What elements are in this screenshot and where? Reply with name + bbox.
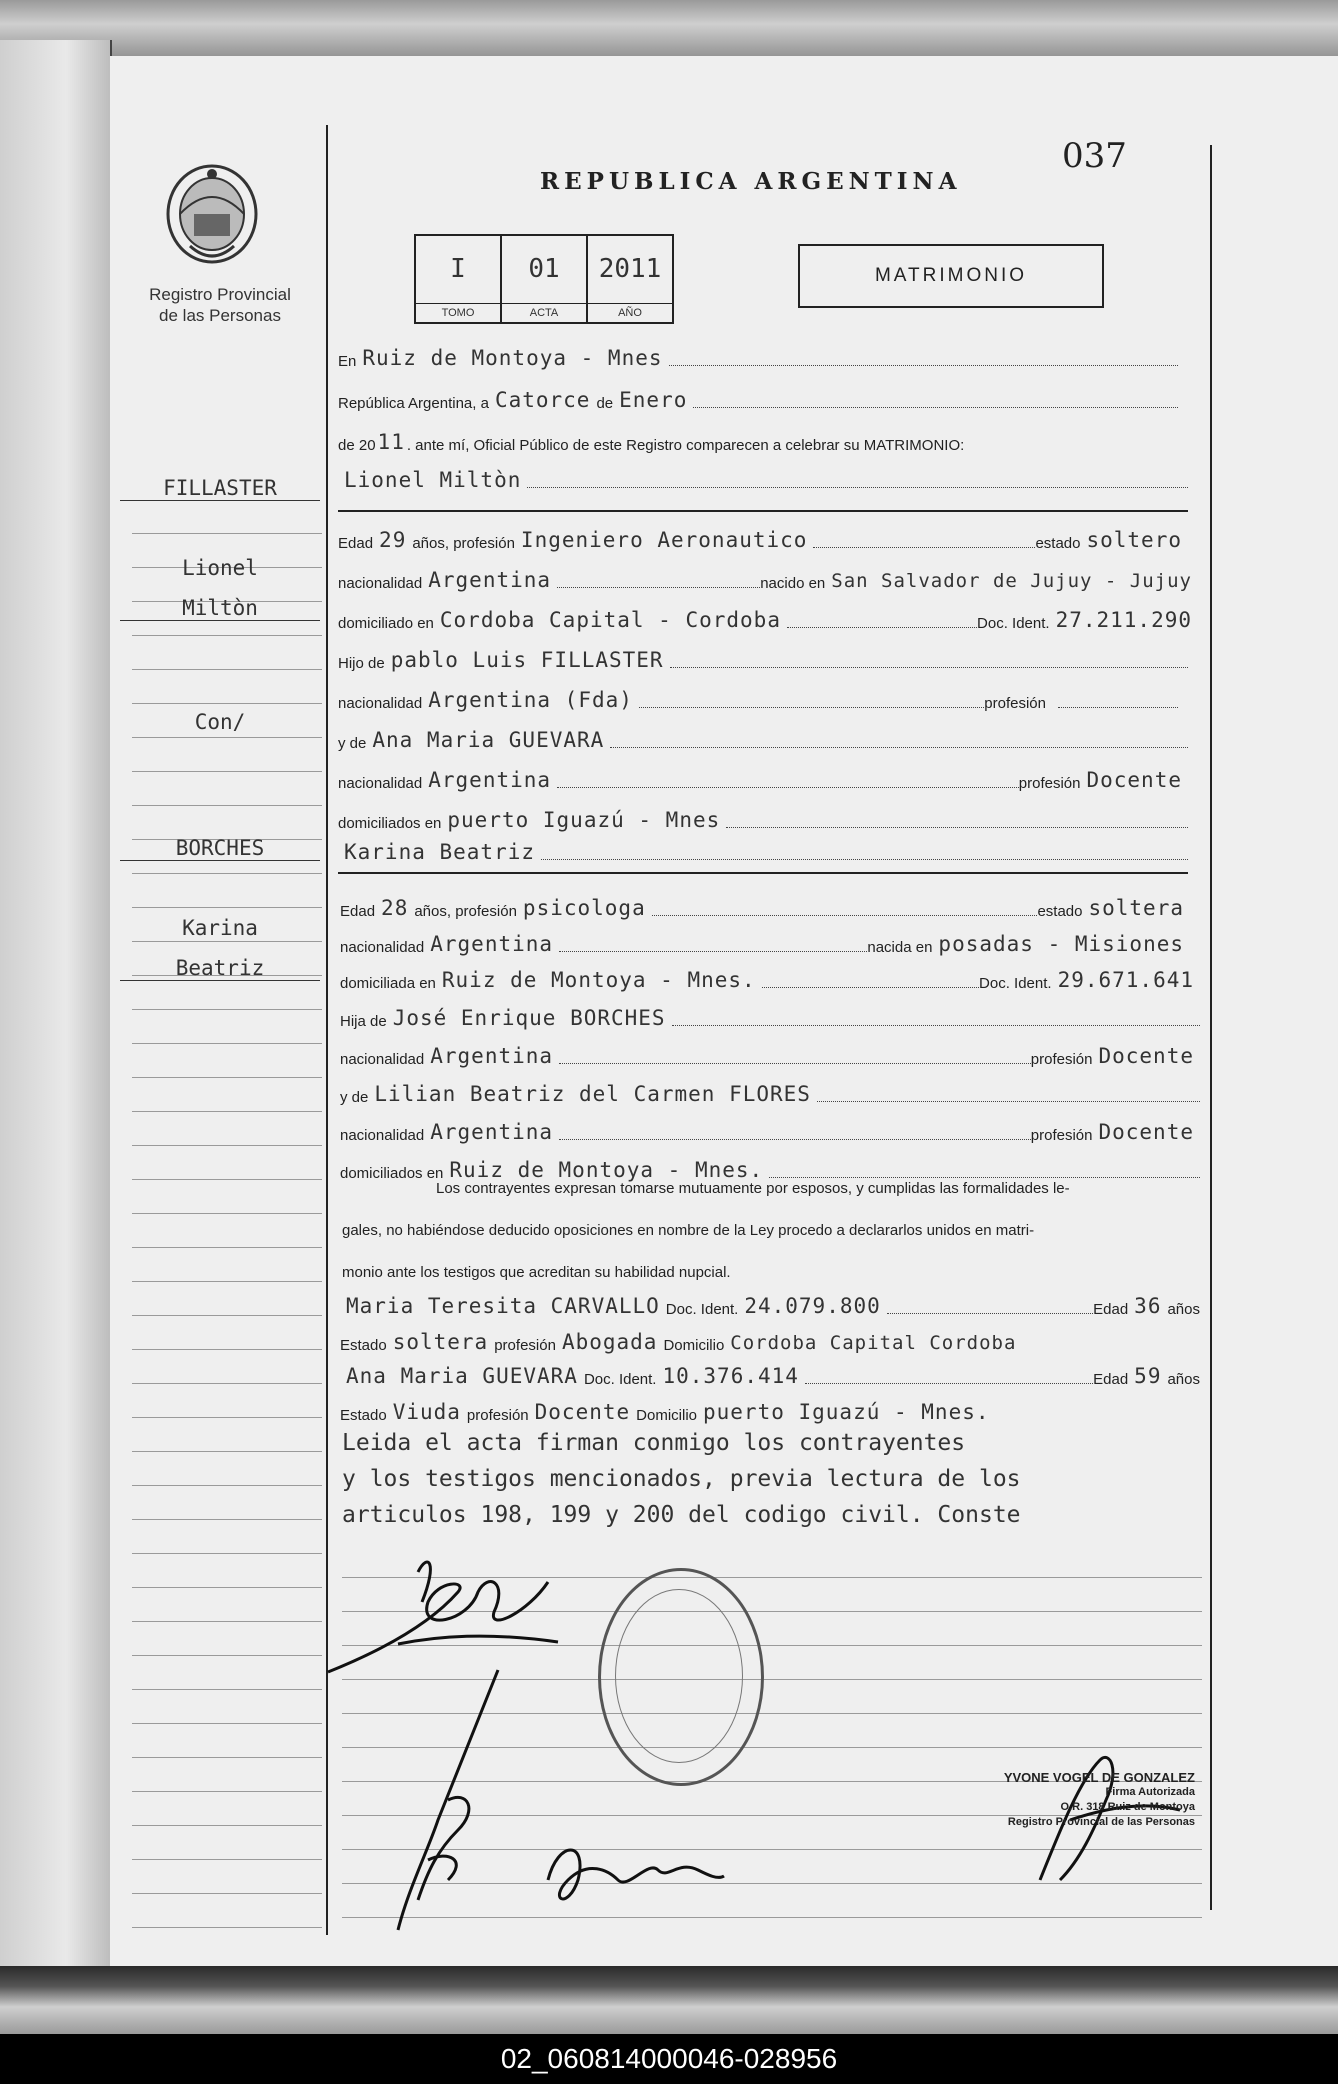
declaration-line-1: Los contrayentes expresan tomarse mutuamente por esposos, y cumplidas las formalidades le-	[436, 1180, 1070, 1197]
groom-nationality: Argentina	[428, 568, 552, 592]
bride-mother-label: y de	[340, 1089, 369, 1106]
bride-mother-nationality-line	[340, 1114, 1200, 1144]
bride-father: José Enrique BORCHES	[392, 1006, 666, 1030]
groom-status-label: estado	[1035, 535, 1081, 552]
groom-birthplace-label: nacido en	[760, 575, 826, 592]
declaration-line-3: monio ante los testigos que acreditan su habilidad nupcial.	[342, 1264, 731, 1281]
bride-parents-domicile-line	[340, 1152, 1200, 1182]
place-line	[338, 340, 1178, 370]
groom-nationality-line	[338, 562, 1198, 592]
witness-1-profession: Abogada	[561, 1330, 658, 1354]
groom-names: Lionel Miltòn	[344, 468, 522, 492]
margin-groom-name1: Lionel	[182, 556, 258, 580]
groom-father: pablo Luis FILLASTER	[390, 648, 664, 672]
acta-label: ACTA	[502, 303, 586, 322]
groom-age: 29	[379, 528, 407, 552]
date-mid: de	[596, 395, 614, 412]
bride-mother-profession-label: profesión	[1030, 1127, 1093, 1144]
bride-father-nationality: Argentina	[430, 1044, 554, 1068]
folio-number: 037	[1062, 136, 1127, 176]
bride-father-nationality-line	[340, 1038, 1200, 1068]
groom-nationality-label: nacionalidad	[338, 575, 423, 592]
groom-doc-label: Doc. Ident.	[977, 615, 1050, 632]
margin-bride-surname: BORCHES	[120, 836, 320, 861]
notes-line-1: Leida el acta firman conmigo los contrayentes	[342, 1430, 966, 1456]
bride-domicile-line	[340, 962, 1200, 992]
witness-2-doc-label: Doc. Ident.	[583, 1371, 657, 1388]
date-month: Enero	[619, 388, 688, 412]
groom-names-line	[338, 462, 1188, 492]
bride-parents-domicile: Ruiz de Montoya - Mnes.	[449, 1158, 764, 1182]
groom-domicile: Cordoba Capital - Cordoba	[439, 608, 781, 632]
bride-doc: 29.671.641	[1057, 968, 1194, 992]
date-year-prefix: de 20	[338, 437, 376, 454]
witness-2-years-label: años	[1167, 1371, 1200, 1388]
stamp-line-2: Firma Autorizada	[1105, 1786, 1195, 1798]
bride-father-line	[340, 1000, 1200, 1030]
bride-birthplace-label: nacida en	[867, 939, 933, 956]
bride-nationality: Argentina	[430, 932, 554, 956]
witness-1-age-label: Edad	[1093, 1301, 1129, 1318]
witness-1-doc-label: Doc. Ident.	[665, 1301, 739, 1318]
bride-nationality-label: nacionalidad	[340, 939, 425, 956]
facing-page-edge	[0, 40, 112, 2000]
bride-profession: psicologa	[522, 896, 646, 920]
witness-2-status: Viuda	[392, 1400, 461, 1424]
bride-nationality-line	[340, 926, 1190, 956]
witness-2-profession-label: profesión	[466, 1407, 529, 1424]
witness-2-age-label: Edad	[1093, 1371, 1129, 1388]
groom-doc: 27.211.290	[1055, 608, 1192, 632]
witness-2-age: 59	[1134, 1364, 1162, 1388]
groom-father-nationality: Argentina (Fda)	[428, 688, 633, 712]
groom-mother-profession: Docente	[1086, 768, 1182, 792]
image-caption: 02_060814000046-028956	[0, 2034, 1338, 2084]
groom-birthplace: San Salvador de Jujuy - Jujuy	[831, 570, 1192, 592]
bride-names-line	[338, 834, 1188, 864]
groom-mother-label: y de	[338, 735, 367, 752]
acta-value: 01	[528, 254, 560, 284]
registry-name	[130, 284, 310, 326]
anio-label: AÑO	[588, 303, 672, 322]
groom-status: soltero	[1086, 528, 1182, 552]
date-line	[338, 382, 1178, 412]
groom-father-profession-label: profesión	[984, 695, 1046, 712]
date-year-line	[338, 424, 1198, 454]
groom-mother: Ana Maria GUEVARA	[372, 728, 605, 752]
stamp-line-4: Registro Provincial de las Personas	[1007, 1816, 1195, 1828]
groom-profession: Ingeniero Aeronautico	[520, 528, 808, 552]
bride-mother: Lilian Beatriz del Carmen FLORES	[374, 1082, 811, 1106]
registry-name-line1: Registro Provincial	[149, 285, 291, 304]
bride-signature-icon	[388, 1660, 518, 1940]
notes-line-2: y los testigos mencionados, previa lectura de los	[342, 1466, 1021, 1492]
witness-2-name: Ana Maria GUEVARA	[346, 1364, 578, 1388]
witness-1-domicile-label: Domicilio	[663, 1337, 725, 1354]
bride-doc-label: Doc. Ident.	[979, 975, 1052, 992]
witness-2-profession: Docente	[534, 1400, 631, 1424]
witness-1-status-label: Estado	[340, 1337, 387, 1354]
bride-status: soltera	[1088, 896, 1184, 920]
groom-age-label: Edad	[338, 535, 374, 552]
place-value: Ruiz de Montoya - Mnes	[362, 346, 663, 370]
bride-father-profession: Docente	[1098, 1044, 1194, 1068]
date-tail: . ante mí, Oficial Público de este Registro comparecen a celebrar su MATRIMONIO:	[406, 437, 965, 454]
witness-1-domicile: Cordoba Capital Cordoba	[730, 1332, 1017, 1354]
witness-1-profession-label: profesión	[494, 1337, 556, 1354]
groom-parents-domicile: puerto Iguazú - Mnes	[447, 808, 721, 832]
place-label: En	[338, 353, 357, 370]
groom-mother-line	[338, 722, 1188, 752]
bride-mother-nationality-label: nacionalidad	[340, 1127, 425, 1144]
act-type-box: MATRIMONIO	[798, 244, 1104, 308]
witness-2-doc: 10.376.414	[662, 1364, 799, 1388]
tomo-cell	[416, 236, 502, 322]
tomo-label: TOMO	[416, 303, 500, 322]
stamp-line-1: YVONE VOGEL DE GONZALEZ	[1003, 1770, 1195, 1785]
margin-connector: Con/	[194, 710, 246, 734]
groom-mother-nationality-label: nacionalidad	[338, 775, 423, 792]
margin-groom-name2: Miltòn	[120, 596, 320, 621]
bride-domicile-label: domiciliada en	[340, 975, 436, 992]
registry-name-line2: de las Personas	[159, 306, 281, 325]
date-year-suffix: 11	[377, 430, 405, 454]
witness-1-detail-line	[340, 1324, 1200, 1354]
page-title: REPUBLICA ARGENTINA	[540, 168, 962, 195]
groom-mother-profession-label: profesión	[1018, 775, 1081, 792]
groom-section-rule	[338, 510, 1188, 512]
bride-father-label: Hija de	[340, 1013, 387, 1030]
groom-mother-nationality: Argentina	[428, 768, 552, 792]
bride-domicile: Ruiz de Montoya - Mnes.	[441, 968, 756, 992]
witness-1-age: 36	[1134, 1294, 1162, 1318]
witness-2-domicile-label: Domicilio	[636, 1407, 697, 1424]
margin-bride-name2: Beatriz	[120, 956, 320, 981]
bride-father-profession-label: profesión	[1030, 1051, 1093, 1068]
bride-mother-nationality: Argentina	[430, 1120, 554, 1144]
bride-parents-domicile-label: domiciliados en	[340, 1165, 444, 1182]
acta-cell	[502, 236, 588, 322]
bride-mother-profession: Docente	[1098, 1120, 1194, 1144]
groom-father-nationality-line	[338, 682, 1178, 712]
bride-profession-label: años, profesión	[414, 903, 517, 920]
coat-of-arms-icon	[160, 160, 264, 270]
witness-1-status: soltera	[392, 1330, 489, 1354]
groom-parents-domicile-label: domiciliados en	[338, 815, 442, 832]
declaration-line-2: gales, no habiéndose deducido oposiciones en nombre de la Ley procedo a declararlos unidos en matri-	[342, 1222, 1035, 1239]
bride-birthplace: posadas - Misiones	[938, 932, 1184, 956]
scan-top-edge	[0, 0, 1338, 60]
witness-2-line	[340, 1358, 1200, 1388]
witness-1-name: Maria Teresita CARVALLO	[346, 1294, 660, 1318]
anio-cell	[588, 236, 672, 322]
date-prefix: República Argentina, a	[338, 395, 489, 412]
official-seal-icon	[598, 1568, 764, 1786]
anio-value: 2011	[598, 254, 662, 284]
margin-bride-name1: Karina	[182, 916, 258, 940]
groom-domicile-label: domiciliado en	[338, 615, 434, 632]
witness-1-line	[340, 1288, 1200, 1318]
bride-section-rule	[338, 872, 1188, 874]
right-rule	[1210, 145, 1212, 1910]
groom-father-label: Hijo de	[338, 655, 385, 672]
bride-age-label: Edad	[340, 903, 376, 920]
witness-2-detail-line	[340, 1394, 1200, 1424]
margin-groom-surname: FILLASTER	[120, 476, 320, 501]
groom-profession-label: años, profesión	[412, 535, 515, 552]
groom-father-nationality-label: nacionalidad	[338, 695, 423, 712]
tomo-value: I	[450, 254, 466, 284]
tomo-acta-anio-box	[414, 234, 674, 324]
bride-age-line	[340, 890, 1190, 920]
scan-bottom-edge	[0, 1966, 1338, 2034]
groom-father-line	[338, 642, 1188, 672]
bride-age: 28	[381, 896, 409, 920]
stamp-line-3: O.R. 318 Ruiz de Montoya	[1060, 1801, 1195, 1813]
date-day: Catorce	[494, 388, 591, 412]
witness-2-domicile: puerto Iguazú - Mnes.	[703, 1400, 990, 1424]
witness-signature-icon	[528, 1820, 728, 1920]
groom-parents-domicile-line	[338, 802, 1188, 832]
bride-names: Karina Beatriz	[344, 840, 536, 864]
bride-father-nationality-label: nacionalidad	[340, 1051, 425, 1068]
bride-mother-line	[340, 1076, 1200, 1106]
groom-domicile-line	[338, 602, 1198, 632]
bride-status-label: estado	[1037, 903, 1083, 920]
notes-line-3: articulos 198, 199 y 200 del codigo civil. Conste	[342, 1502, 1021, 1528]
witness-2-status-label: Estado	[340, 1407, 387, 1424]
official-stamp	[985, 1770, 1195, 1830]
witness-1-doc: 24.079.800	[744, 1294, 881, 1318]
groom-age-line	[338, 522, 1188, 552]
groom-mother-nationality-line	[338, 762, 1188, 792]
witness-1-years-label: años	[1167, 1301, 1200, 1318]
